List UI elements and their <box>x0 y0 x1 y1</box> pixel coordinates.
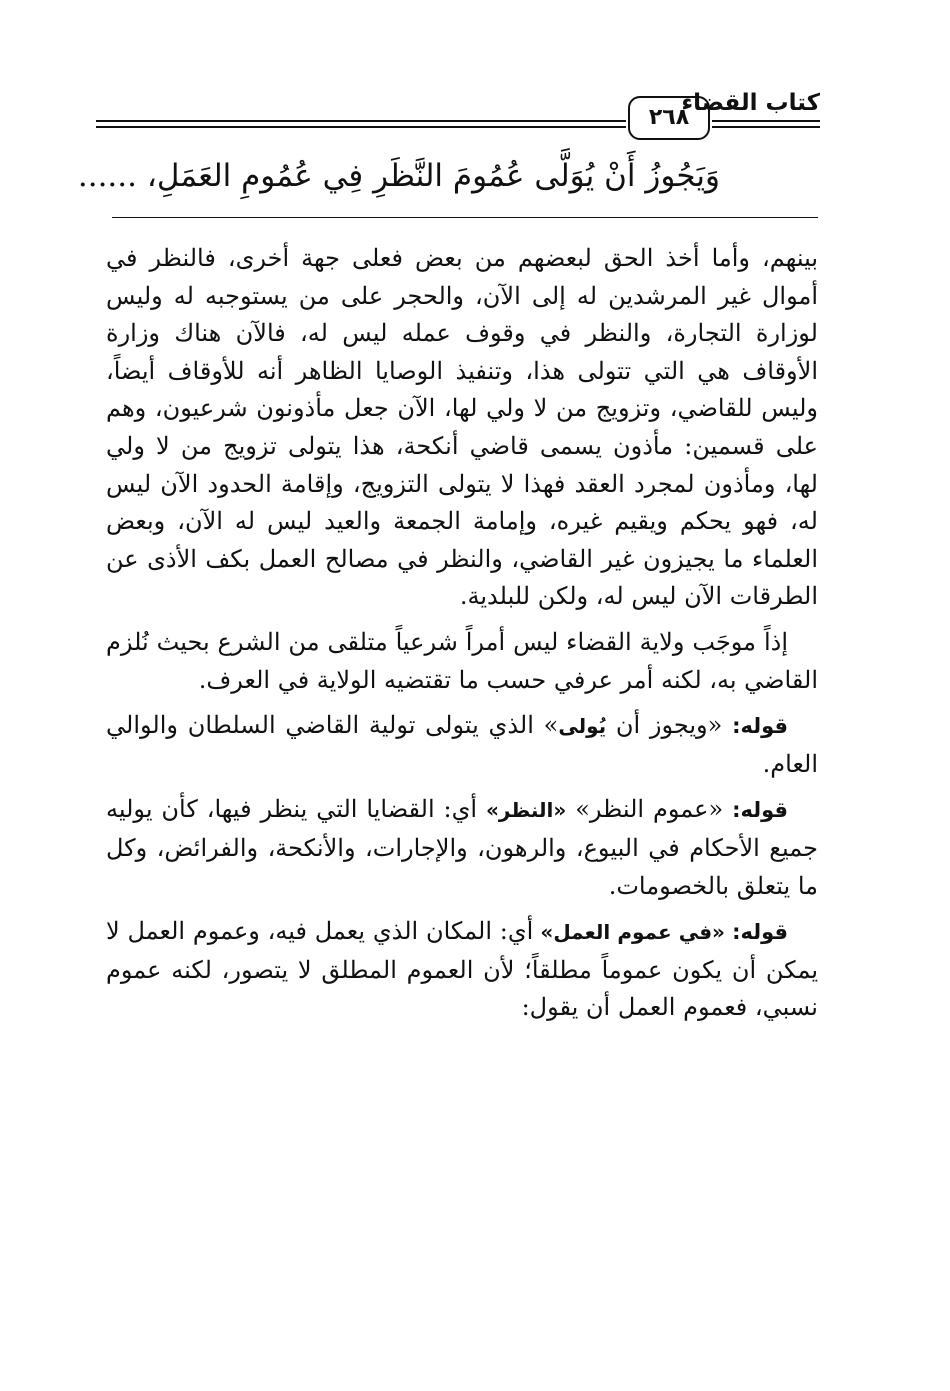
matn-text: وَيَجُوزُ أَنْ يُوَلَّى عُمُومَ النَّظَرِ فِي عُمُومِ العَمَلِ، ...... <box>77 158 720 194</box>
paragraph-5-lead: قوله: <box>732 920 789 945</box>
paragraph-4-quote-1: «عموم النظر» <box>566 795 733 824</box>
paragraph-2: إذاً موجَب ولاية القضاء ليس أمراً شرعياً متلقى من الشرع بحيث نُلزم القاضي به، لكنه أمر عرفي حسب ما تقتضيه الولاية في العرف. <box>106 627 818 694</box>
paragraph-3 <box>106 707 818 783</box>
header-rule-right <box>712 120 820 128</box>
header-rule-left <box>96 120 626 128</box>
paragraph-4-quote-2: «النظر» <box>486 798 567 823</box>
paragraph-3-lead: قوله: <box>732 714 788 739</box>
paragraph-4-text: أي: القضايا التي ينظر فيها، كأن يوليه جميع الأحكام في البيوع، والرهون، والإجارات، والأنكحة، والفرائض، وكل ما يتعلق بالخصومات. <box>106 795 818 900</box>
paragraph-5-quote-1: «في عموم العمل» <box>533 920 733 945</box>
page-number: ٢٦٨ <box>628 96 710 140</box>
paragraph-3-quote-bold: يُولى <box>558 714 607 739</box>
paragraph-4 <box>106 791 818 905</box>
book-title: كتاب القضاء <box>681 90 820 116</box>
paragraph-4-lead: قوله: <box>732 798 788 823</box>
page-header <box>96 84 820 134</box>
matn-divider <box>112 217 818 218</box>
paragraph-1: بينهم، وأما أخذ الحق لبعضهم من بعض فعلى جهة أخرى، فالنظر في أموال غير المرشدين له إلى الآن، والحجر على من يستوجبه له وليس لوزارة التجارة، والنظر في وقوف عمله ليس له، فالآن هناك وزارة الأوقاف هي التي تتولى هذا، وتنفيذ الوصايا الظاهر أنه للأوقاف أيضاً، وليس للقاضي، وتزويج من لا ولي لها، الآن جعل مأذونون شرعيون، وهم على قسمين: مأذون يسمى قاضي أنكحة، هذا يتولى تزويج من لا ولي لها، ومأذون لمجرد العقد فهذا لا يتولى التزويج، وإقامة الحدود الآن ليس له، فهو يحكم ويقيم غيره، وإمامة الجمعة والعيد ليس له الآن، وبعض العلماء ما يجيزون غير القاضي، والنظر في مصالح العمل بكف الأذى عن الطرقات الآن ليس له، ولكن للبلدية. <box>106 244 819 611</box>
paragraph-3-quote-close: » <box>533 711 559 740</box>
commentary-body <box>106 240 818 1035</box>
paragraph-5 <box>106 913 818 1027</box>
paragraph-3-text: الذي يتولى تولية القاضي السلطان والوالي العام. <box>106 711 818 778</box>
paragraph-3-quote-open: «ويجوز أن <box>606 711 733 740</box>
paragraph-5-text: أي: المكان الذي يعمل فيه، وعموم العمل لا يمكن أن يكون عموماً مطلقاً؛ لأن العموم المطلق لا يتصور، لكنه عموم نسبي، فعموم العمل أن يقول: <box>106 917 818 1022</box>
